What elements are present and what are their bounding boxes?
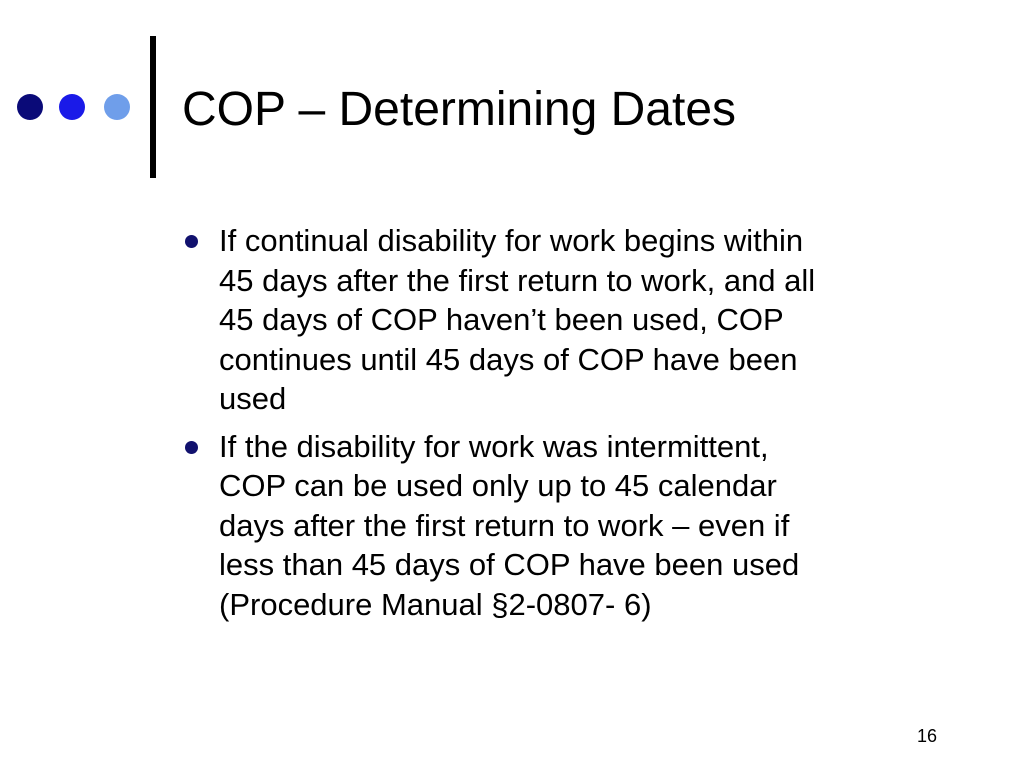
slide-title: COP – Determining Dates bbox=[182, 83, 737, 136]
bullet-list bbox=[183, 221, 943, 632]
decorative-dot-dark-navy bbox=[17, 94, 43, 120]
bullet-text: If the disability for work was intermittent, COP can be used only up to 45 calendar days after the first return to work – even if less than 45 days of COP have been used (Procedure Manual §2-0807- 6) bbox=[219, 428, 800, 622]
page-number: 16 bbox=[916, 726, 937, 746]
bullet-point-icon bbox=[185, 235, 198, 248]
bullet-point-icon bbox=[185, 441, 198, 454]
bullet-text: If continual disability for work begins within 45 days after the first return to work, and all 45 days of COP haven’t been used, COP continues until 45 days of COP have been used bbox=[219, 223, 816, 416]
decorative-dot-blue bbox=[59, 94, 85, 120]
title-divider-line bbox=[150, 36, 156, 178]
bullet-item bbox=[183, 427, 943, 625]
decorative-dot-light-blue bbox=[104, 94, 130, 120]
bullet-item bbox=[183, 221, 943, 419]
